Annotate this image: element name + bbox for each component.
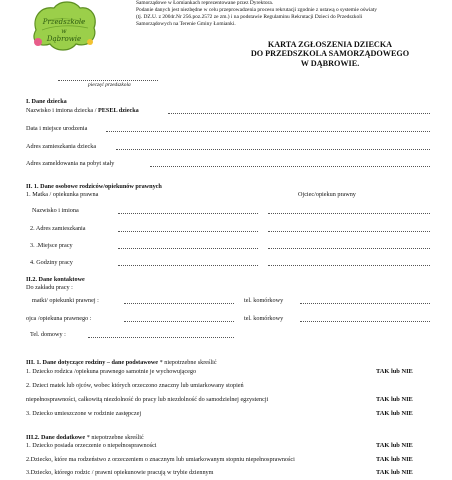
- additional-item: 3.Dziecko, którego rodzic / prawni opiekunowie pracują w trybie dziennym: [26, 469, 214, 476]
- family-heading-note: * niepotrzebne skreślić: [158, 359, 217, 366]
- father-column-label: Ojciec/opiekun prawny: [298, 191, 356, 198]
- yes-no-answer[interactable]: TAK lub NIE: [376, 410, 413, 417]
- svg-text:Przedszkole: Przedszkole: [42, 18, 86, 26]
- registered-address-field[interactable]: [150, 160, 430, 167]
- father-workplace-field[interactable]: [268, 242, 430, 249]
- kindergarten-logo: [30, 0, 98, 52]
- child-name-label: [26, 107, 139, 115]
- svg-text:Dąbrowie: Dąbrowie: [46, 35, 82, 43]
- birth-label: Data i miejsce urodzenia: [26, 125, 88, 132]
- parent-name-label: Nazwisko i imiona: [32, 207, 79, 214]
- mother-mobile-label: tel. komórkowy: [244, 297, 284, 304]
- yes-no-answer[interactable]: TAK lub NIE: [376, 442, 413, 449]
- family-item: 3. Dziecko umieszczone w rodzinie zastępczej: [26, 410, 142, 417]
- additional-item: 1. Dziecko posiada orzeczenie o niepełnosprawności: [26, 442, 157, 449]
- father-name-field[interactable]: [268, 207, 430, 214]
- family-heading-text: III. 1. Dane dotyczące rodziny – dane podstawowe: [26, 359, 159, 366]
- mother-address-field[interactable]: [118, 225, 258, 232]
- father-hours-field[interactable]: [268, 259, 430, 266]
- notice-line: (tj. DZ.U. z 2004r.Nr 256.poz.2572 ze zm.) i na podstawie Regulaminu Rekrutacji Dzieci do Przedszkoli: [136, 14, 363, 21]
- mother-hours-field[interactable]: [118, 259, 258, 266]
- notice-line: Samorządowych na Terenie Gminy Łomianki.: [136, 21, 236, 28]
- registered-address-label: Adres zameldowania na pobyt stały: [26, 160, 115, 167]
- section-family-heading: [26, 359, 217, 367]
- parent-hours-label: 4. Godziny pracy: [30, 259, 73, 266]
- yes-no-answer[interactable]: TAK lub NIE: [376, 456, 413, 463]
- notice-line: Samorządowe w Łomiankach reprezentowane przez Dyrektora.: [136, 0, 274, 6]
- section-contact-heading: II.2. Dane kontaktowe: [26, 276, 85, 283]
- yes-no-answer[interactable]: TAK lub NIE: [376, 396, 413, 403]
- family-item: 2. Dzieci matek lub ojców, wobec których orzeczono znaczny lub umiarkowany stopień: [26, 382, 244, 389]
- father-work-phone-label: ojca /opiekuna prawnego :: [26, 315, 92, 322]
- additional-heading-note: * niepotrzebne skreślić: [85, 434, 144, 441]
- father-work-phone-field[interactable]: [124, 315, 234, 322]
- section-parents-heading: II. 1. Dane osobowe rodziców/opiekunów prawnych: [26, 183, 162, 190]
- child-address-label: Adres zamieszkania dziecka: [26, 143, 97, 150]
- additional-heading-text: III.2. Dane dodatkowe: [26, 434, 86, 441]
- mother-workplace-field[interactable]: [118, 242, 258, 249]
- father-mobile-field[interactable]: [300, 315, 430, 322]
- yes-no-answer[interactable]: TAK lub NIE: [376, 368, 413, 375]
- pesel-label: PESEL dziecka: [98, 107, 139, 114]
- notice-line: Podanie danych jest niezbędne w celu przeprowadzenia procesu rekrutacji zgodnie z ustawą o systemie oświaty: [136, 7, 377, 14]
- data-processing-notice: [136, 0, 436, 29]
- mother-name-field[interactable]: [118, 207, 258, 214]
- additional-item: 2.Dziecko, które ma rodzeństwo z orzeczeniem o znacznym lub umiarkowanym stopniu niepełnosprawności: [26, 456, 295, 463]
- leaf-logo-icon: [30, 0, 98, 52]
- section-child-heading: I. Dane dziecka: [26, 98, 67, 105]
- birth-field[interactable]: [106, 125, 430, 132]
- mother-mobile-field[interactable]: [300, 297, 430, 304]
- father-address-field[interactable]: [268, 225, 430, 232]
- svg-text:w: w: [61, 28, 67, 35]
- family-item: 1. Dziecko rodzica /opiekuna prawnego samotnie je wychowującego: [26, 368, 197, 375]
- family-item: niepełnosprawności, całkowitą niezdolność do pracy lub niezdolność do samodzielnej egzystencji: [26, 396, 269, 403]
- home-phone-label: Tel. domowy :: [30, 331, 66, 338]
- section-additional-heading: [26, 434, 144, 442]
- mother-work-phone-field[interactable]: [124, 297, 234, 304]
- child-name-field[interactable]: [168, 107, 430, 114]
- home-phone-field[interactable]: [88, 331, 234, 338]
- title-line: DO PRZEDSZKOLA SAMORZĄDOWEGO: [250, 49, 410, 59]
- parent-workplace-label: 3. .Miejsce pracy: [30, 242, 73, 249]
- child-name-label-text: Nazwisko i imiona dziecka /: [26, 107, 98, 114]
- stamp-field[interactable]: [58, 74, 158, 81]
- stamp-label: pieczęć przedszkola: [88, 82, 131, 88]
- title-line: W DĄBROWIE.: [300, 58, 360, 68]
- mother-column-label: 1. Matka / opiekunka prawna: [26, 191, 99, 198]
- child-address-field[interactable]: [116, 143, 430, 150]
- form-title: [230, 40, 430, 68]
- yes-no-answer[interactable]: TAK lub NIE: [376, 469, 413, 476]
- father-mobile-label: tel. komórkowy: [244, 315, 284, 322]
- mother-work-phone-label: matki/ opiekunki prawnej :: [32, 297, 99, 304]
- parent-address-label: 2. Adres zamieszkania: [30, 225, 86, 232]
- title-line: KARTA ZGŁOSZENIA DZIECKA: [267, 40, 393, 49]
- workplace-contact-label: Do zakładu pracy :: [26, 284, 73, 291]
